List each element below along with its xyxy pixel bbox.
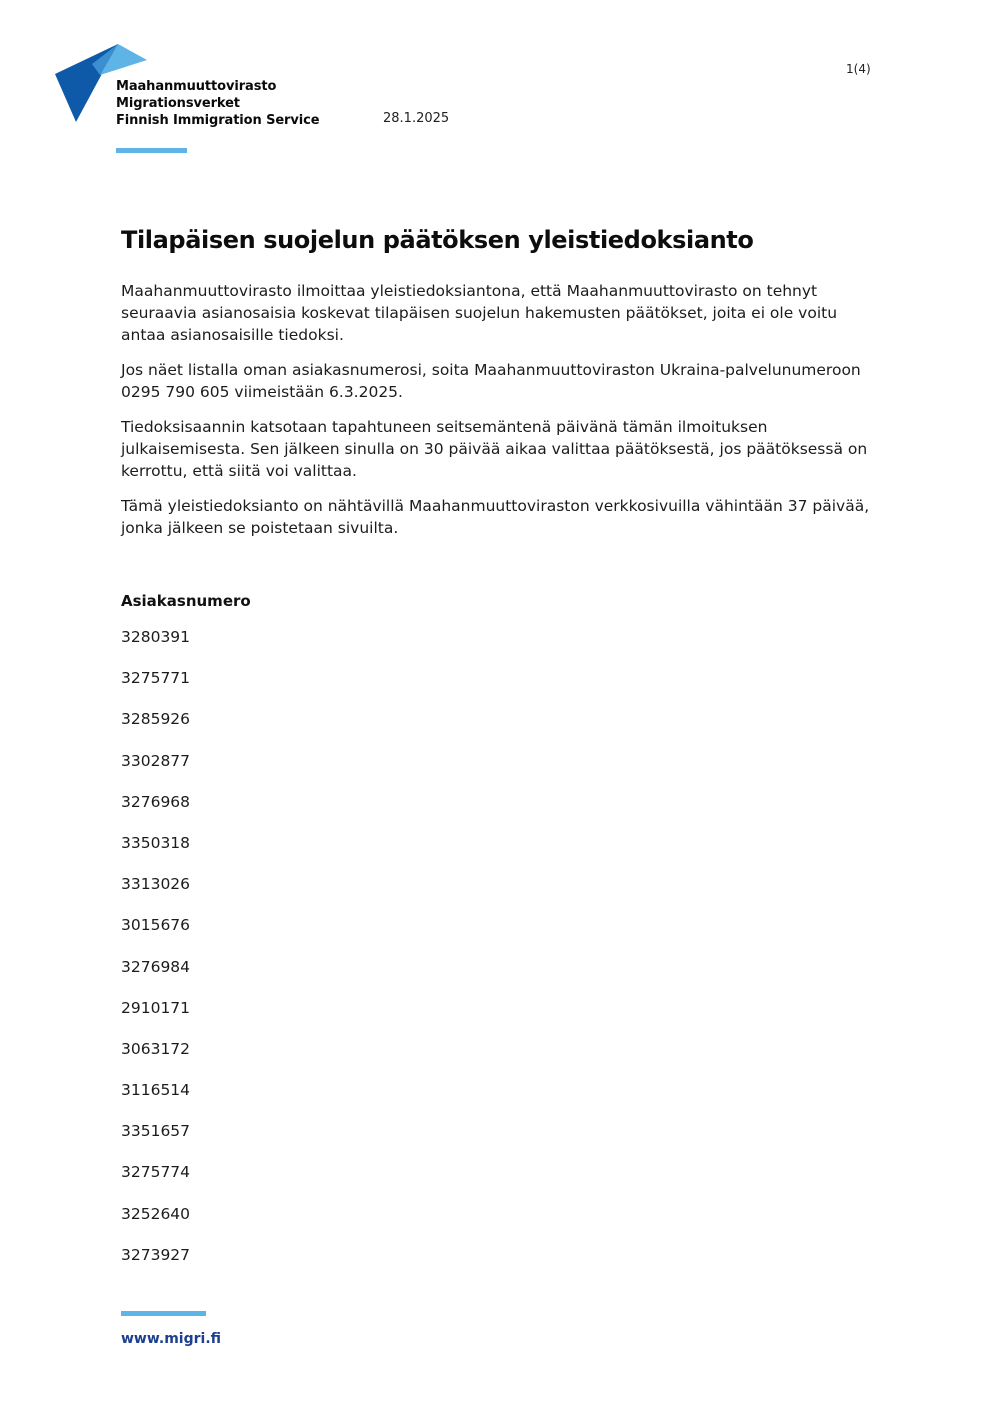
customer-number: 3273927: [121, 1245, 191, 1264]
customer-number-heading: Asiakasnumero: [121, 592, 251, 610]
customer-number: 3351657: [121, 1122, 191, 1141]
page-number: 1(4): [846, 62, 871, 76]
customer-number: 3252640: [121, 1204, 191, 1223]
customer-number: 3285926: [121, 710, 191, 729]
paragraph-announcement: Maahanmuuttovirasto ilmoittaa yleistiedoksiantona, että Maahanmuuttovirasto on tehnyt seuraavia asianosaisia koskevat tilapäisen suojelun hakemusten päätökset, joita ei ole voitu antaa asianosaisille tiedoksi.: [121, 282, 838, 344]
customer-number: 3276968: [121, 792, 191, 811]
paragraph-appeal: Tiedoksisaannin katsotaan tapahtuneen seitsemäntenä päivänä tämän ilmoituksen julkaisemisesta. Sen jälkeen sinulla on 30 päivää aikaa valittaa päätöksestä, jos päätöksessä on kerrottu, että siitä voi valittaa.: [121, 418, 868, 480]
customer-number: 3280391: [121, 628, 191, 646]
paragraph-availability: Tämä yleistiedoksianto on nähtävillä Maahanmuuttoviraston verkkosivuilla vähintään 37 päivää, jonka jälkeen se poistetaan sivuilta.: [121, 497, 870, 537]
customer-number: 3116514: [121, 1081, 191, 1100]
customer-number: 3063172: [121, 1039, 191, 1058]
customer-number: 3313026: [121, 875, 191, 894]
footer-website-link[interactable]: www.migri.fi: [121, 1331, 222, 1347]
customer-number: 3015676: [121, 916, 191, 935]
customer-number-list: [121, 626, 190, 1285]
footer-accent-bar: [121, 1311, 206, 1316]
document-body: [121, 280, 881, 552]
customer-number: 2910171: [121, 998, 191, 1017]
customer-number: 3276984: [121, 957, 191, 976]
org-name-en: Finnish Immigration Service: [116, 113, 320, 128]
document-title: Tilapäisen suojelun päätöksen yleistiedoksianto: [121, 226, 754, 254]
customer-number: 3275774: [121, 1163, 191, 1182]
document-date: 28.1.2025: [383, 111, 450, 126]
customer-number: 3302877: [121, 751, 191, 770]
org-name-sv: Migrationsverket: [116, 96, 240, 111]
header-accent-bar: [116, 148, 187, 153]
organization-names: [116, 78, 319, 129]
paragraph-contact: Jos näet listalla oman asiakasnumerosi, soita Maahanmuuttoviraston Ukraina-palvelunumeroon 0295 790 605 viimeistään 6.3.2025.: [121, 361, 861, 401]
customer-number: 3275771: [121, 669, 191, 688]
customer-number: 3350318: [121, 833, 191, 852]
org-name-fi: Maahanmuuttovirasto: [116, 79, 277, 94]
